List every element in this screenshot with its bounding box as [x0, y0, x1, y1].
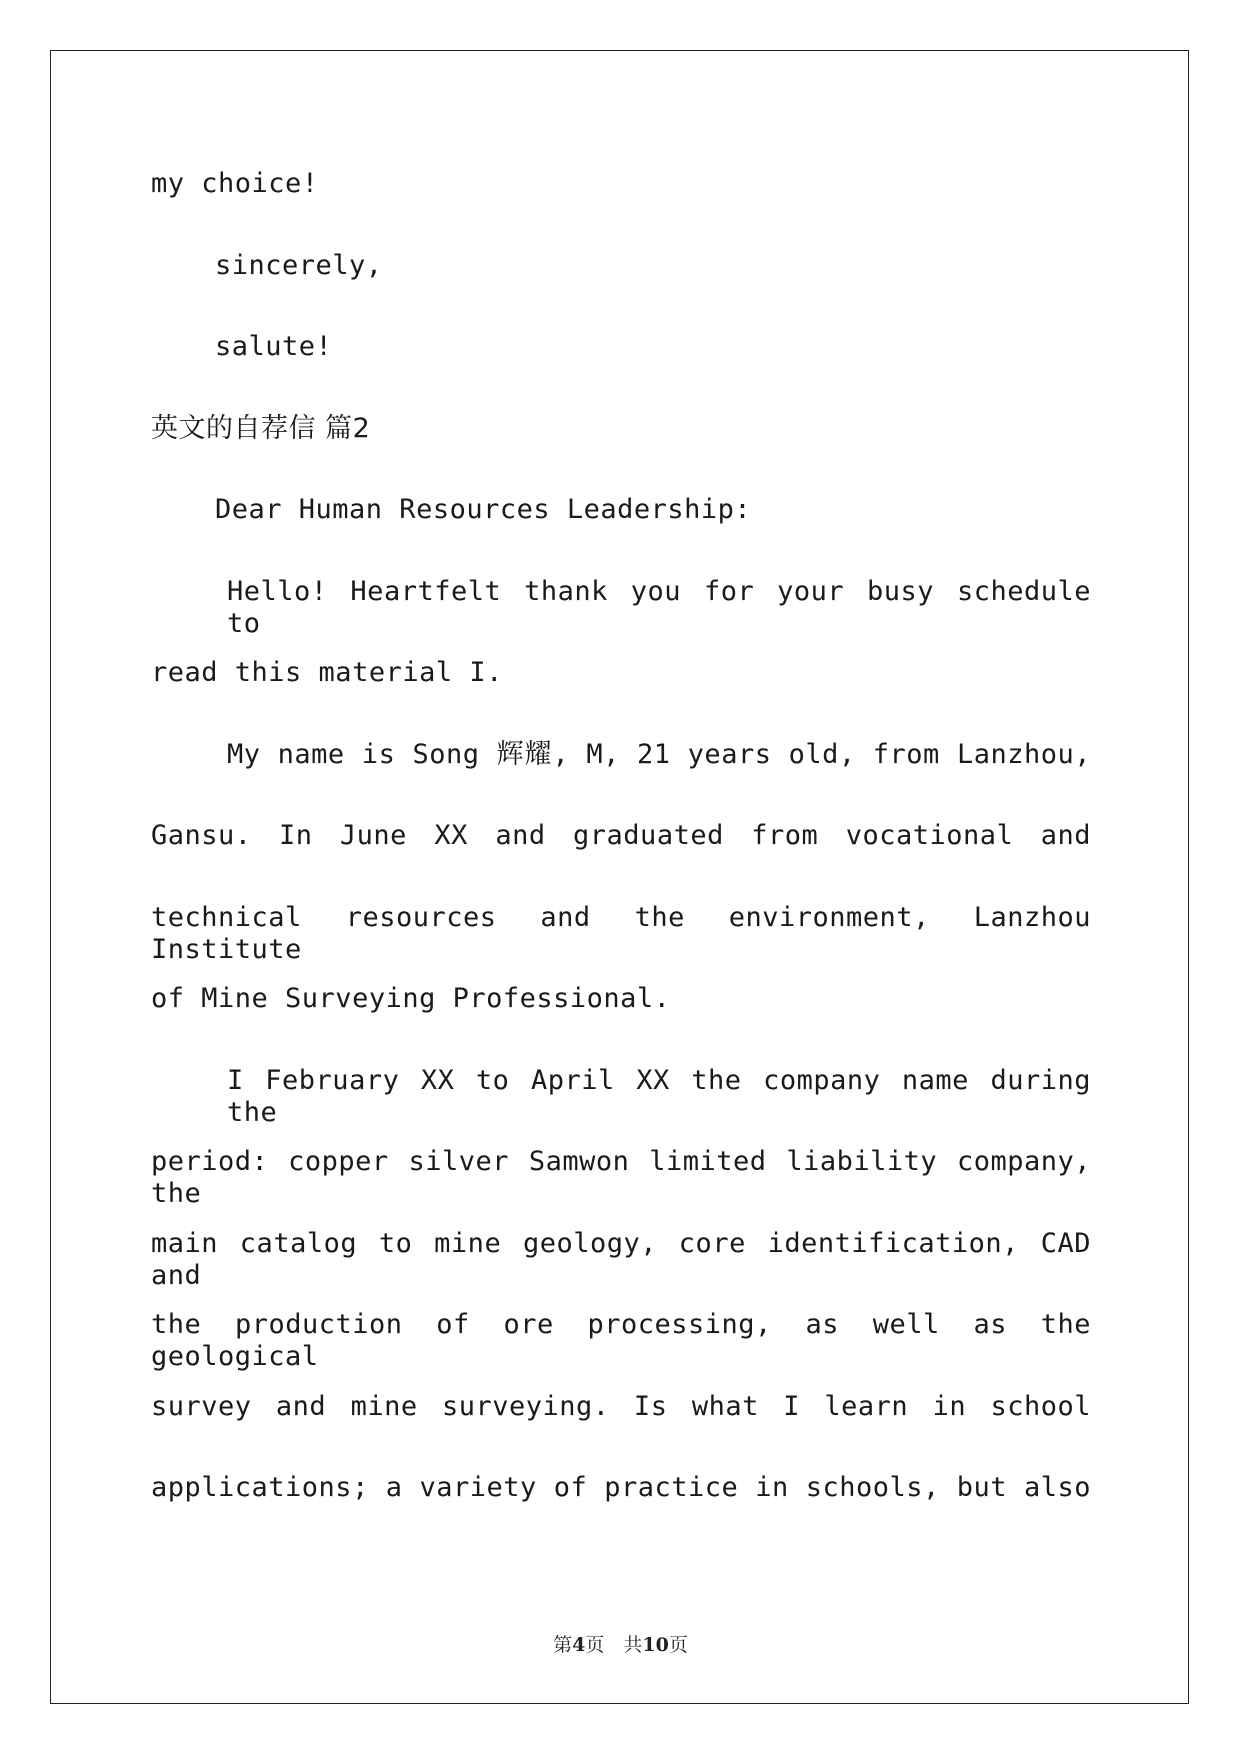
text-line: survey and mine surveying. Is what I learn in school — [151, 1390, 1091, 1422]
text-line: the production of ore processing, as well as the geological — [151, 1309, 1091, 1372]
text-line: My name is Song 辉耀, M, 21 years old, from Lanzhou, — [227, 738, 1091, 770]
text-line: Hello! Heartfelt thank you for your busy schedule to — [227, 575, 1091, 639]
footer-middle: 页 共 — [585, 1634, 643, 1656]
salutation: Dear Human Resources Leadership: — [215, 494, 752, 525]
page-number: 4 — [572, 1634, 586, 1656]
text-line: my choice! — [151, 168, 319, 199]
text-line: salute! — [215, 331, 333, 362]
section-heading: 英文的自荐信 篇2 — [151, 412, 371, 444]
page-footer — [0, 1630, 1241, 1657]
text-line: I February XX to April XX the company name during the — [227, 1064, 1091, 1128]
text-line: period: copper silver Samwon limited liability company, the — [151, 1146, 1091, 1209]
text-line: Gansu. In June XX and graduated from vocational and — [151, 820, 1091, 851]
footer-suffix: 页 — [668, 1634, 688, 1656]
text-line: main catalog to mine geology, core identification, CAD and — [151, 1227, 1091, 1291]
document-body — [151, 168, 1091, 1554]
text-line: applications; a variety of practice in schools, but also — [151, 1472, 1091, 1503]
text-line: of Mine Surveying Professional. — [151, 983, 671, 1014]
text-line: sincerely, — [215, 249, 383, 281]
page-total: 10 — [642, 1634, 669, 1656]
text-line: technical resources and the environment, Lanzhou Institute — [151, 901, 1091, 965]
text-line: read this material I. — [151, 657, 503, 688]
footer-prefix: 第 — [553, 1634, 573, 1656]
